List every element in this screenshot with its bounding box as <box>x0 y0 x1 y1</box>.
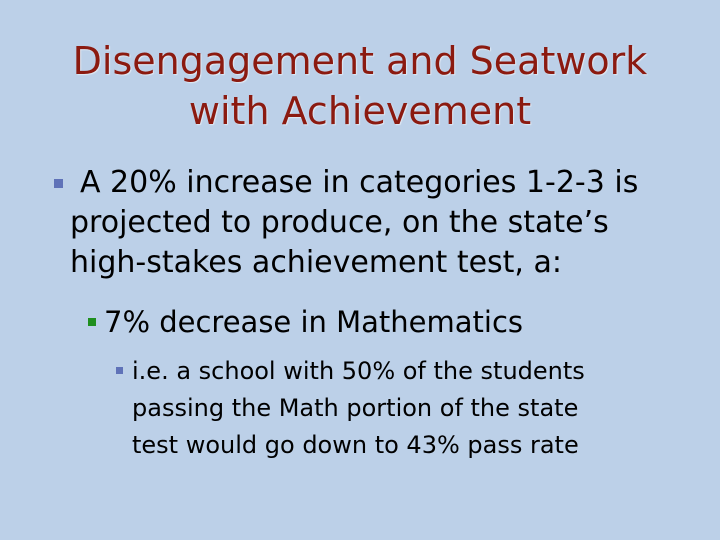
bullet-level-1-line-2: projected to produce, on the state’s <box>70 205 609 240</box>
slide-title-line-1: Disengagement and Seatwork <box>72 39 648 83</box>
bullet-level-3-line-1: i.e. a school with 50% of the students <box>132 357 585 385</box>
bullet-level-2 <box>104 303 664 341</box>
bullet-level-3 <box>132 353 692 464</box>
slide-title-line-2: with Achievement <box>188 89 532 133</box>
bullet-level-1-line-1: A 20% increase in categories 1-2-3 is <box>80 165 639 200</box>
slide-title <box>40 36 680 136</box>
square-bullet-icon <box>88 318 96 326</box>
square-bullet-icon <box>54 179 63 188</box>
bullet-level-3-line-2: passing the Math portion of the state <box>132 394 579 422</box>
bullet-level-1-line-3: high-stakes achievement test, a: <box>70 245 562 280</box>
bullet-level-3-line-3: test would go down to 43% pass rate <box>132 431 579 459</box>
square-bullet-icon <box>116 367 123 374</box>
bullet-level-1 <box>70 163 690 283</box>
bullet-level-2-text: 7% decrease in Mathematics <box>104 305 524 339</box>
